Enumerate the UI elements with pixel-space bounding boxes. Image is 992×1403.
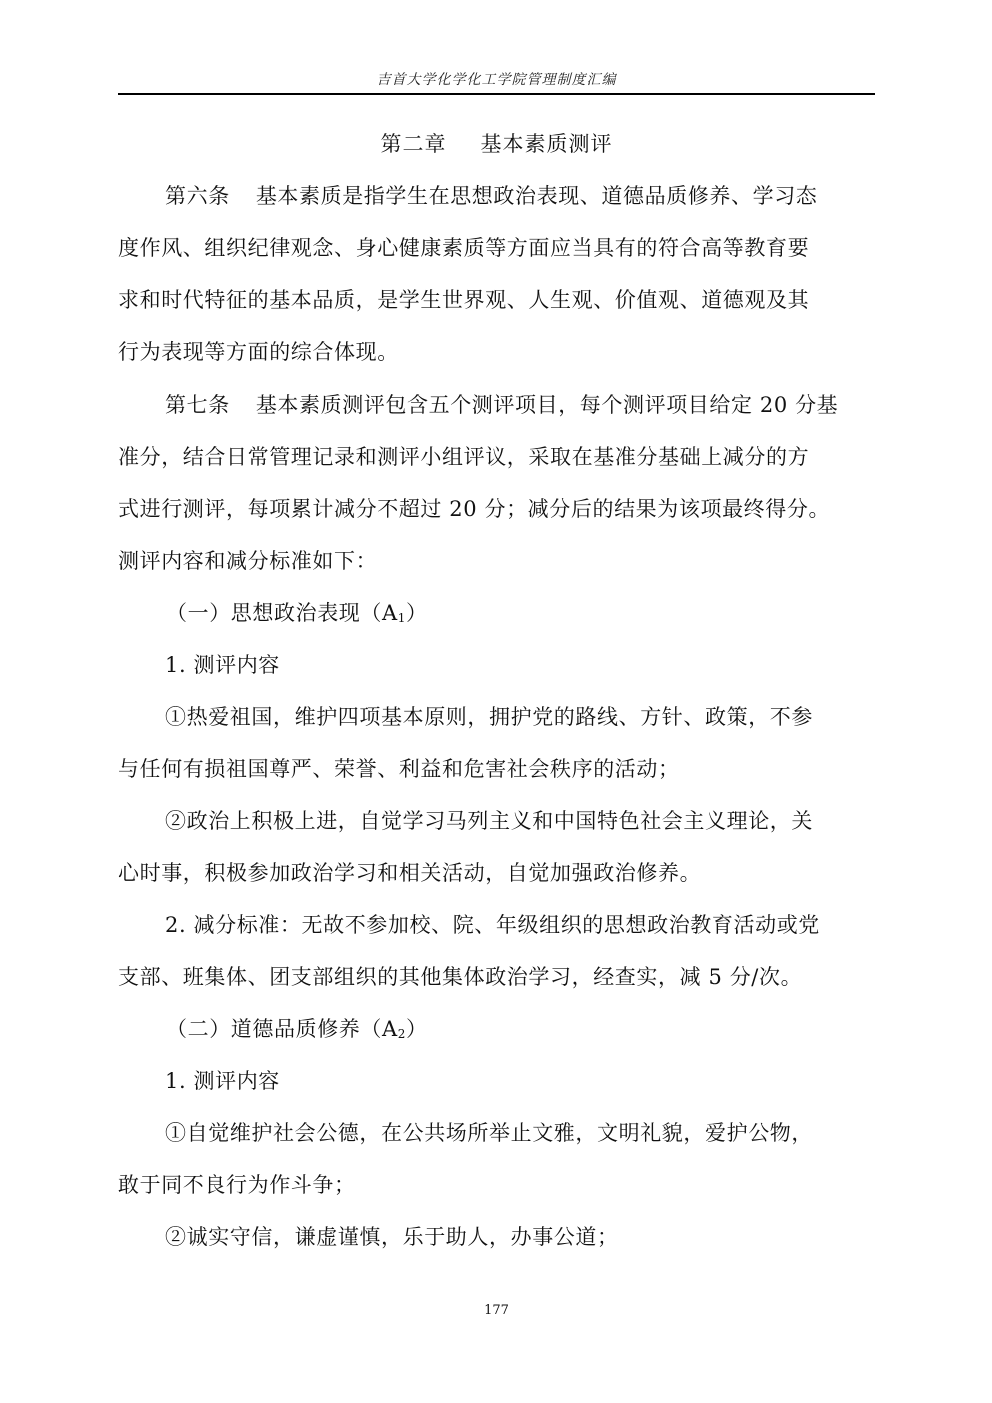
article-6-line-3: 求和时代特征的基本品质，是学生世界观、人生观、价值观、道德观及其 bbox=[118, 288, 810, 312]
chapter-title bbox=[118, 128, 875, 160]
section-1-heading bbox=[118, 597, 875, 634]
article-7-line-2: 准分，结合日常管理记录和测评小组评议，采取在基准分基础上减分的方 bbox=[118, 445, 810, 469]
chapter-name: 基本素质测评 bbox=[480, 132, 613, 156]
section-2-item-1-line-1: ①自觉维护社会公德，在公共场所举止文雅，文明礼貌，爱护公物， bbox=[165, 1121, 813, 1145]
article-6-text: 基本素质是指学生在思想政治表现、道德品质修养、学习态 bbox=[255, 184, 818, 208]
page-number: 177 bbox=[484, 1303, 509, 1318]
header-divider bbox=[118, 93, 875, 95]
section-1-heading-text: （一）思想政治表现（A bbox=[166, 601, 398, 625]
article-7-label: 第七条 bbox=[165, 393, 230, 417]
section-2-subscript: 2 bbox=[397, 1027, 407, 1041]
article-6-line-2: 度作风、组织纪律观念、身心健康素质等方面应当具有的符合高等教育要 bbox=[118, 236, 810, 260]
section-1-deduction-line-2: 支部、班集体、团支部组织的其他集体政治学习，经查实，减 5 分/次。 bbox=[118, 965, 803, 989]
running-header: 吉首大学化学化工学院管理制度汇编 bbox=[376, 72, 617, 88]
section-1-heading-close: ） bbox=[406, 601, 428, 625]
section-1-item-1-line-2: 与任何有损祖国尊严、荣誉、利益和危害社会秩序的活动； bbox=[118, 757, 680, 781]
section-2-item-1-line-2: 敢于同不良行为作斗争； bbox=[118, 1173, 356, 1197]
section-1-content-label: 1. 测评内容 bbox=[165, 653, 280, 677]
article-6-label: 第六条 bbox=[165, 184, 230, 208]
section-1-item-1-line-1: ①热爱祖国，维护四项基本原则，拥护党的路线、方针、政策，不参 bbox=[165, 705, 813, 729]
article-6-line-1 bbox=[118, 180, 875, 212]
section-1-subscript: 1 bbox=[397, 611, 407, 625]
section-2-heading-close: ） bbox=[406, 1017, 428, 1041]
article-7-line-4: 测评内容和减分标准如下： bbox=[118, 549, 378, 573]
article-7-line-1 bbox=[118, 389, 875, 421]
section-2-heading bbox=[118, 1013, 875, 1050]
section-1-item-2-line-1: ②政治上积极上进，自觉学习马列主义和中国特色社会主义理论，关 bbox=[165, 809, 813, 833]
section-2-heading-text: （二）道德品质修养（A bbox=[166, 1017, 398, 1041]
chapter-number: 第二章 bbox=[380, 132, 447, 156]
section-1-deduction-line-1: 2. 减分标准：无故不参加校、院、年级组织的思想政治教育活动或党 bbox=[165, 913, 820, 937]
article-7-text: 基本素质测评包含五个测评项目，每个测评项目给定 20 分基 bbox=[255, 393, 839, 417]
article-7-line-3: 式进行测评，每项累计减分不超过 20 分；减分后的结果为该项最终得分。 bbox=[118, 497, 831, 521]
article-6-line-4: 行为表现等方面的综合体现。 bbox=[118, 340, 399, 364]
section-2-item-2-line-1: ②诚实守信，谦虚谨慎，乐于助人，办事公道； bbox=[165, 1225, 619, 1249]
section-1-item-2-line-2: 心时事，积极参加政治学习和相关活动，自觉加强政治修养。 bbox=[118, 861, 702, 885]
section-2-content-label: 1. 测评内容 bbox=[165, 1069, 280, 1093]
